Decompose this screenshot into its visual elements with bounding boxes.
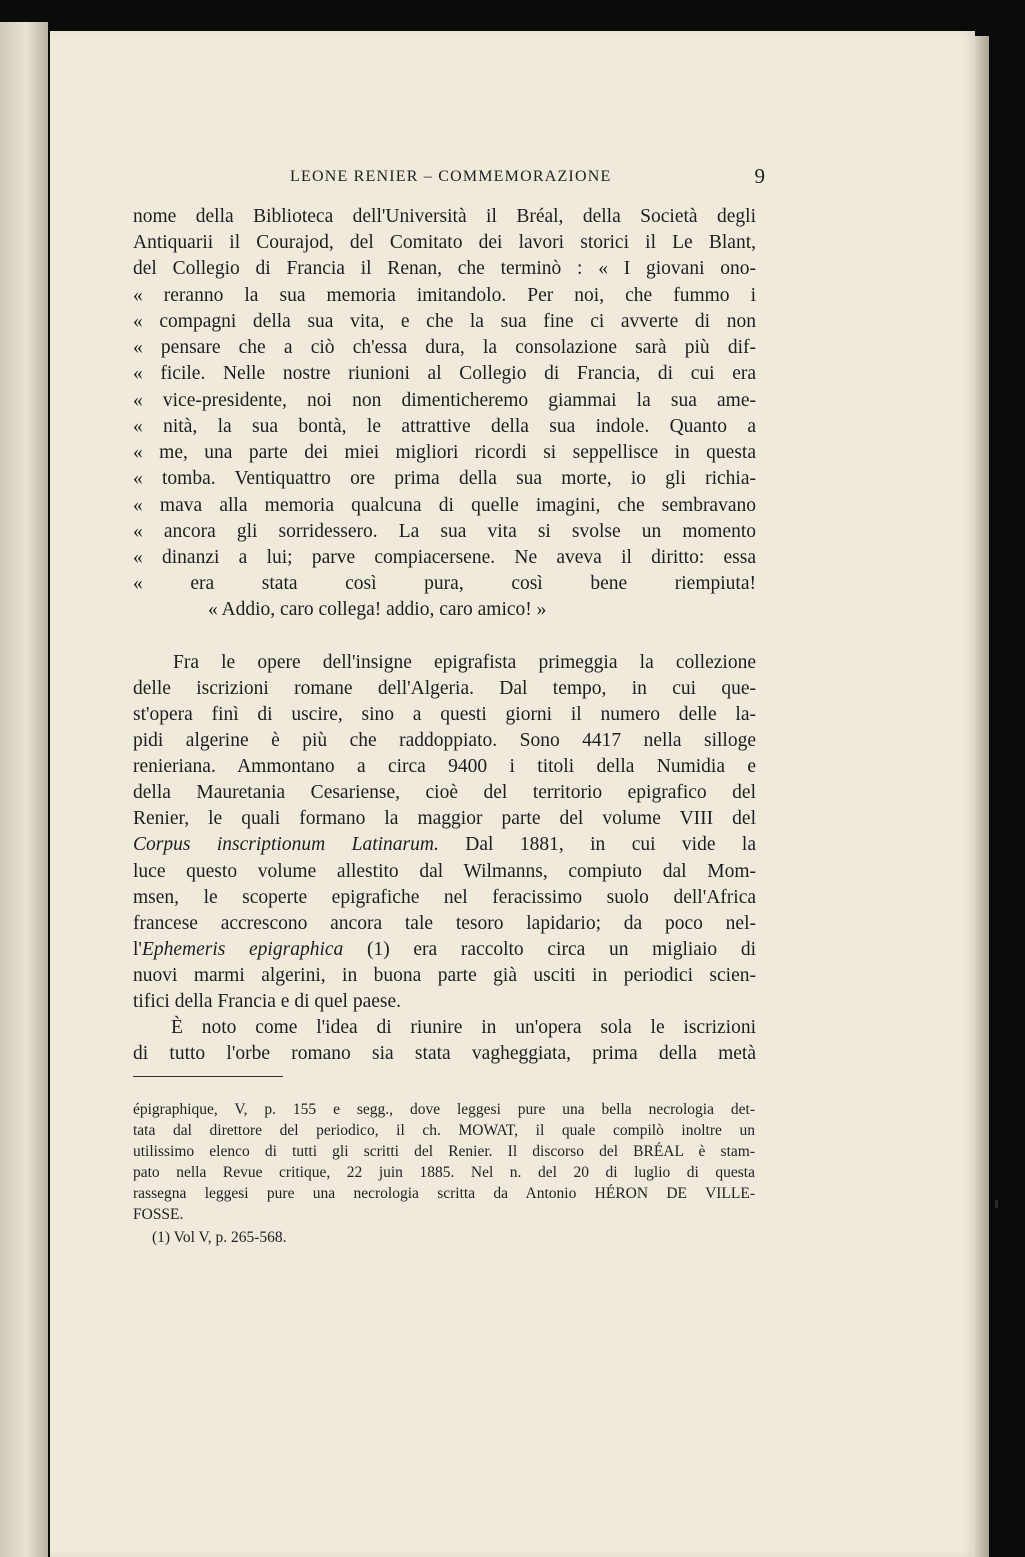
text-line: « dinanzi a lui; parve compiacersene. Ne aveva il diritto: essa xyxy=(133,547,756,568)
text-line: È noto come l'idea di riunire in un'opera sola le iscrizioni xyxy=(171,1017,756,1038)
text-line: « mava alla memoria qualcuna di quelle imagini, che sembravano xyxy=(133,495,756,516)
text-line: Corpus inscriptionum Latinarum. Dal 1881, in cui vide la xyxy=(133,834,756,855)
text-line: « nità, la sua bontà, le attrattive della sua indole. Quanto a xyxy=(133,416,756,437)
text-line: msen, le scoperte epigrafiche nel feracissimo suolo dell'Africa xyxy=(133,887,756,908)
page-number: 9 xyxy=(754,164,765,188)
running-title: LEONE RENIER – COMMEMORAZIONE xyxy=(290,168,612,185)
text-line: Antiquarii il Courajod, del Comitato dei lavori storici il Le Blant, xyxy=(133,232,756,253)
text-line: Fra le opere dell'insigne epigrafista primeggia la collezione xyxy=(173,652,756,673)
text-line: « Addio, caro collega! addio, caro amico! » xyxy=(208,599,547,620)
text-line: « me, una parte dei miei migliori ricordi si seppellisce in questa xyxy=(133,442,756,463)
text-line: « ancora gli sorridessero. La sua vita si svolse un momento xyxy=(133,521,756,542)
running-header xyxy=(290,164,765,192)
text-line: delle iscrizioni romane dell'Algeria. Dal tempo, in cui que- xyxy=(133,678,756,699)
text-line: nuovi marmi algerini, in buona parte già usciti in periodici scien- xyxy=(133,965,756,986)
margin-mark xyxy=(995,1200,998,1208)
text-line: « era stata così pura, così bene riempiuta! xyxy=(133,573,756,594)
text-line: « reranno la sua memoria imitandolo. Per noi, che fummo i xyxy=(133,285,756,306)
footnote-line: rassegna leggesi pure una necrologia scritta da Antonio HÉRON DE VILLE- xyxy=(133,1185,755,1202)
text-line: pidi algerine è più che raddoppiato. Sono 4417 nella silloge xyxy=(133,730,756,751)
text-line: della Mauretania Cesariense, cioè del territorio epigrafico del xyxy=(133,782,756,803)
footnote-line: utilissimo elenco di tutti gli scritti del Renier. Il discorso del BRÉAL è stam- xyxy=(133,1143,755,1160)
page-stack-edge xyxy=(975,36,989,1557)
footnote-line: FOSSE. xyxy=(133,1206,184,1223)
text-line: renieriana. Ammontano a circa 9400 i titoli della Numidia e xyxy=(133,756,756,777)
footnote-rule xyxy=(133,1076,283,1077)
footnote-line: pato nella Revue critique, 22 juin 1885. Nel n. del 20 di luglio di questa xyxy=(133,1164,755,1181)
text-line: « ficile. Nelle nostre riunioni al Collegio di Francia, di cui era xyxy=(133,363,756,384)
text-line: francese accrescono ancora tale tesoro lapidario; da poco nel- xyxy=(133,913,756,934)
text-line: Renier, le quali formano la maggior parte del volume VIII del xyxy=(133,808,756,829)
text-line: del Collegio di Francia il Renan, che terminò : « I giovani ono- xyxy=(133,258,756,279)
text-line: tifici della Francia e di quel paese. xyxy=(133,991,402,1012)
text-line: « tomba. Ventiquattro ore prima della sua morte, io gli richia- xyxy=(133,468,756,489)
footnote-line: épigraphique, V, p. 155 e segg., dove leggesi pure una bella necrologia det- xyxy=(133,1101,755,1118)
footnote-line: tata dal direttore del periodico, il ch. MOWAT, il quale compilò inoltre un xyxy=(133,1122,755,1139)
text-line: l'Ephemeris epigraphica (1) era raccolto circa un migliaio di xyxy=(133,939,756,960)
facing-page-edge xyxy=(0,22,48,1557)
text-line: st'opera finì di uscire, sino a questi giorni il numero delle la- xyxy=(133,704,756,725)
text-line: « vice-presidente, noi non dimenticheremo giammai la sua ame- xyxy=(133,390,756,411)
text-line: di tutto l'orbe romano sia stata vagheggiata, prima della metà xyxy=(133,1043,756,1064)
footnote-line: (1) Vol V, p. 265-568. xyxy=(152,1229,287,1246)
text-line: nome della Biblioteca dell'Università il Bréal, della Società degli xyxy=(133,206,756,227)
text-line: « pensare che a ciò ch'essa dura, la consolazione sarà più dif- xyxy=(133,337,756,358)
text-line: luce questo volume allestito dal Wilmanns, compiuto dal Mom- xyxy=(133,861,756,882)
text-line: « compagni della sua vita, e che la sua fine ci avverte di non xyxy=(133,311,756,332)
